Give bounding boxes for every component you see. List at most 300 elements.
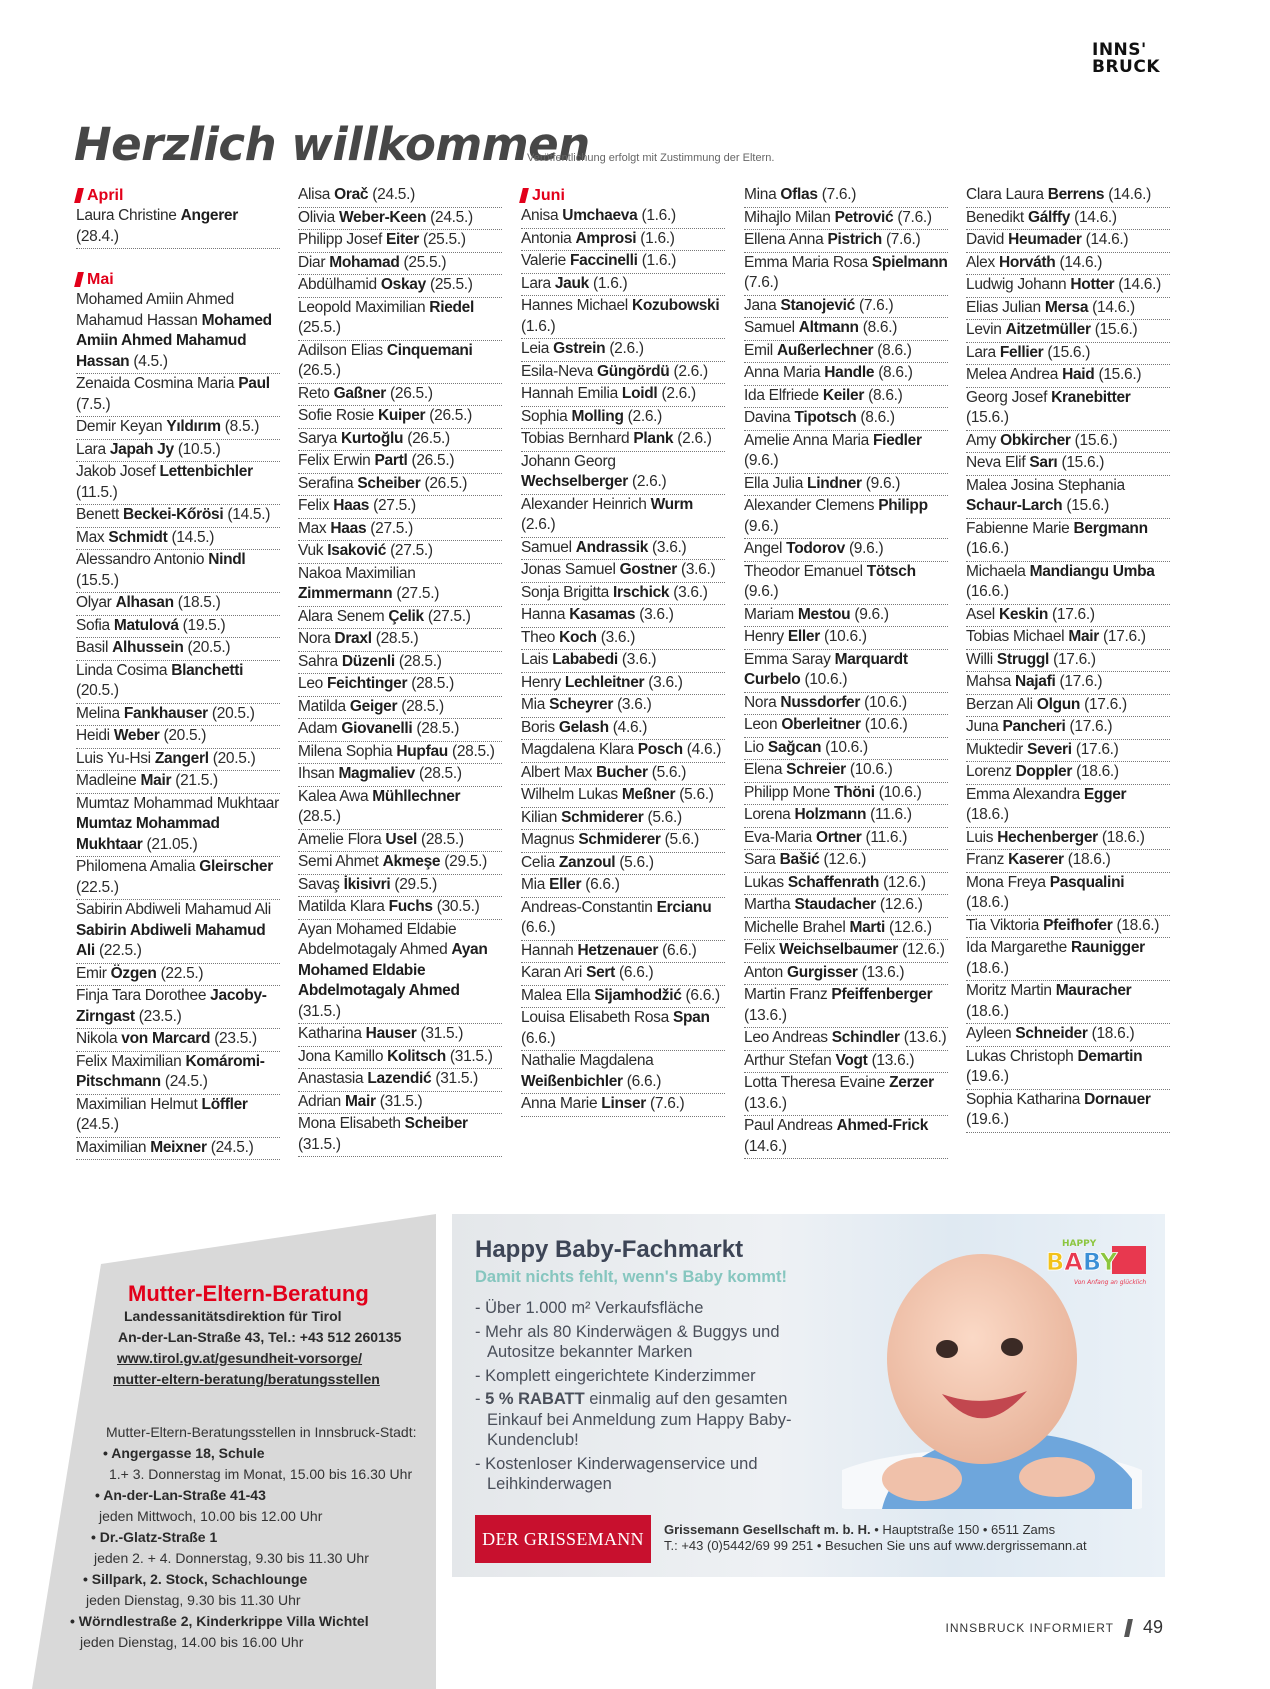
birth-date: (11.6.) <box>870 806 912 823</box>
given-names: Diar <box>298 253 326 271</box>
surname: Cinquemani <box>386 341 473 359</box>
given-names: Adrian <box>298 1092 342 1110</box>
location-time: jeden Dienstag, 9.30 bis 11.30 Uhr <box>86 1592 301 1608</box>
birth-date: (25.5.) <box>422 231 466 248</box>
surname: Jacoby-Zirngast <box>76 987 267 1025</box>
surname: Lettenbichler <box>159 463 253 480</box>
birth-date: (6.6.) <box>521 1029 556 1047</box>
birth-date: (10.6.) <box>849 761 893 778</box>
list-item <box>966 343 1170 366</box>
given-names: Valerie <box>521 252 566 269</box>
location-name: • An-der-Lan-Straße 41-43 <box>95 1487 266 1503</box>
list-item <box>298 629 502 652</box>
surname: Çelik <box>388 607 424 625</box>
birth-date: (6.6.) <box>521 919 556 936</box>
given-names: Philipp Mone <box>744 783 831 801</box>
given-names: Willi <box>966 650 993 668</box>
month-heading <box>76 269 280 290</box>
location-time: jeden Dienstag, 14.00 bis 16.00 Uhr <box>80 1634 304 1650</box>
surname: Partl <box>374 452 408 469</box>
surname: Blanchetti <box>171 661 244 679</box>
given-names: Lukas <box>744 873 784 891</box>
surname: Demartin <box>1077 1047 1143 1065</box>
surname: Marti <box>849 918 886 936</box>
list-item <box>298 253 502 276</box>
list-item <box>298 697 502 720</box>
given-names: Theo <box>521 628 556 646</box>
given-names: Anisa <box>521 207 559 224</box>
given-names: Arthur Stefan <box>744 1051 832 1069</box>
list-item <box>521 718 725 741</box>
month-section <box>521 185 725 1117</box>
surname: Zangerl <box>154 749 209 767</box>
birth-date: (10.6.) <box>864 716 908 733</box>
list-item <box>76 771 280 794</box>
surname: Kurtoğlu <box>341 429 404 447</box>
birth-date: (17.6.) <box>1103 628 1146 645</box>
surname: Amprosi <box>575 229 637 247</box>
surname: Mair <box>345 1092 376 1110</box>
birth-date: (3.6.) <box>673 583 708 601</box>
birth-date: (23.5.) <box>214 1030 257 1047</box>
page-footer <box>946 1617 1163 1638</box>
company-address: • Hauptstraße 150 • 6511 Zams <box>870 1522 1056 1537</box>
given-names: Davina <box>744 409 791 426</box>
surname: Weißenbichler <box>521 1072 623 1090</box>
birth-date: (19.6.) <box>966 1068 1009 1085</box>
birth-date: (18.6.) <box>966 894 1009 911</box>
given-names: Amelie Anna Maria <box>744 431 869 449</box>
surname: Jauk <box>554 274 589 292</box>
slash-icon <box>1124 1619 1133 1637</box>
birth-date: (15.6.) <box>966 409 1009 426</box>
surname: Riedel <box>429 298 475 316</box>
surname: Altmann <box>798 319 859 336</box>
surname: Gleirscher <box>199 858 273 875</box>
surname: Mohamad <box>329 253 400 271</box>
list-item <box>744 539 948 562</box>
birth-date: (10.6.) <box>825 738 868 756</box>
counseling-link-1[interactable]: www.tirol.gv.at/gesundheit-vorsorge/ <box>117 1350 363 1366</box>
list-item <box>298 742 502 765</box>
birth-date: (1.6.) <box>521 317 556 335</box>
birth-date: (6.6.) <box>619 964 654 981</box>
given-names: Magnus <box>521 831 575 848</box>
month-section <box>298 185 502 1157</box>
given-names: Emma Maria Rosa <box>744 253 868 271</box>
list-item <box>966 850 1170 873</box>
list-item <box>298 185 502 208</box>
list-item <box>76 616 280 639</box>
given-names: Eva-Maria <box>744 828 812 846</box>
given-names: Mona Freya <box>966 873 1046 891</box>
slash-icon <box>74 188 84 203</box>
surname: Matulová <box>113 616 179 634</box>
surname: Tipotsch <box>794 409 857 426</box>
list-item <box>744 918 948 941</box>
given-names: David <box>966 231 1005 248</box>
surname: Posch <box>637 741 683 758</box>
surname: Wurm <box>650 495 694 513</box>
location-time: 1.+ 3. Donnerstag im Monat, 15.00 bis 16.30 Uhr <box>109 1466 413 1482</box>
surname: Pfeifhofer <box>1043 916 1113 934</box>
birth-date: (9.6.) <box>854 605 889 623</box>
list-item <box>76 417 280 440</box>
given-names: Milena Sophia <box>298 742 393 760</box>
surname: Meßner <box>621 786 676 803</box>
given-names: Philipp Josef <box>298 231 382 248</box>
list-item <box>298 1047 502 1070</box>
birth-date: (14.5.) <box>227 506 271 523</box>
list-item <box>966 785 1170 828</box>
list-item <box>521 673 725 696</box>
birth-date: (24.5.) <box>372 186 415 203</box>
surname: İkisivri <box>343 875 391 893</box>
surname: Mair <box>1068 628 1100 645</box>
surname: Schneider <box>1015 1025 1088 1042</box>
list-item <box>298 564 502 607</box>
given-names: Max <box>76 528 105 546</box>
name-column <box>966 185 1170 1133</box>
list-item <box>521 628 725 651</box>
counseling-org: Landessanitätsdirektion für Tirol <box>124 1308 342 1324</box>
surname: Eiter <box>386 231 419 248</box>
given-names: Jana <box>744 296 777 314</box>
given-names: Theodor Emanuel <box>744 562 863 580</box>
list-item <box>76 290 280 374</box>
list-item <box>298 474 502 497</box>
surname: Kuiper <box>377 407 426 424</box>
list-item <box>298 920 502 1025</box>
given-names: Savaş <box>298 875 340 893</box>
logo-line-1: INNS' <box>1092 40 1147 60</box>
birth-date: (16.6.) <box>966 540 1009 557</box>
name-column <box>76 185 280 1160</box>
given-names: Jonas Samuel <box>521 561 616 578</box>
list-item <box>76 661 280 704</box>
list-item <box>966 1090 1170 1133</box>
given-names: Luis Yu-Hsi <box>76 749 151 767</box>
birth-date: (18.6.) <box>966 806 1009 823</box>
birth-date: (18.5.) <box>177 594 221 611</box>
list-item <box>966 873 1170 916</box>
birth-date: (9.6.) <box>744 517 779 535</box>
list-item <box>298 429 502 452</box>
surname: Zanzoul <box>558 853 616 871</box>
counseling-link-2[interactable]: mutter-eltern-beratung/beratungsstellen <box>113 1371 380 1387</box>
given-names: Olivia <box>298 208 335 226</box>
given-names: Mona Elisabeth <box>298 1115 401 1132</box>
birth-date: (20.5.) <box>187 639 231 656</box>
surname: Lechleitner <box>564 673 645 691</box>
given-names: Sofie Rosie <box>298 407 374 424</box>
given-names: Hannes Michael <box>521 297 628 314</box>
birth-date: (7.6.) <box>858 296 894 314</box>
list-item <box>521 1008 725 1051</box>
page-number: 49 <box>1142 1617 1163 1637</box>
given-names: Felix Erwin <box>298 452 371 469</box>
surname: Lindner <box>807 474 862 492</box>
surname: Eller <box>549 876 582 893</box>
given-names: Jona Kamillo <box>298 1047 384 1065</box>
birth-date: (14.6.) <box>1059 253 1103 271</box>
list-item <box>521 583 725 606</box>
list-item <box>521 898 725 941</box>
birth-date: (31.5.) <box>298 1002 341 1020</box>
given-names: Louisa Elisabeth Rosa <box>521 1009 669 1026</box>
list-item <box>966 762 1170 785</box>
svg-text:HAPPY: HAPPY <box>1062 1239 1097 1249</box>
surname: Güngördü <box>596 362 670 380</box>
surname: Paul <box>238 375 270 392</box>
list-item <box>76 462 280 505</box>
surname: Orač <box>334 186 369 203</box>
surname: Spielmann <box>871 253 948 271</box>
ad-title: Happy Baby-Fachmarkt <box>475 1236 744 1263</box>
given-names: Matilda <box>298 697 346 715</box>
surname: Akmeşe <box>382 853 441 870</box>
given-names: Paul Andreas <box>744 1117 833 1134</box>
list-item <box>744 386 948 409</box>
surname: Bergmann <box>1073 519 1148 537</box>
list-item <box>966 562 1170 605</box>
given-names: Martin Franz <box>744 986 828 1003</box>
surname: Pistrich <box>827 231 882 248</box>
surname: Usel <box>385 830 417 848</box>
surname: Dornauer <box>1084 1090 1151 1108</box>
given-names: Laura Christine <box>76 207 177 224</box>
birth-date: (18.6.) <box>1101 828 1145 846</box>
surname: Span <box>672 1009 710 1026</box>
counseling-title: Mutter-Eltern-Beratung <box>128 1281 369 1306</box>
list-item <box>298 208 502 231</box>
list-item <box>966 365 1170 388</box>
surname: Löffler <box>201 1095 248 1113</box>
surname: Schmiderer <box>578 831 661 848</box>
given-names: Anna Marie <box>521 1095 598 1112</box>
surname: Kolitsch <box>387 1047 446 1065</box>
birth-date: (18.6.) <box>966 1002 1009 1020</box>
list-item <box>966 1047 1170 1090</box>
surname: Fiedler <box>873 431 922 449</box>
list-item <box>76 528 280 551</box>
company-contact: T.: +43 (0)5442/69 99 251 • Besuchen Sie uns auf www.dergrissemann.at <box>664 1538 1087 1553</box>
birth-date: (29.5.) <box>444 853 487 870</box>
birth-date: (4.6.) <box>612 718 648 736</box>
surname: Mohamed Amiin Ahmed Mahamud Hassan <box>76 311 272 370</box>
given-names: Nora <box>298 630 331 647</box>
birth-date: (4.5.) <box>133 352 168 370</box>
given-names: Amelie Flora <box>298 830 382 848</box>
list-item <box>76 1095 280 1138</box>
birth-date: (28.5.) <box>401 697 444 715</box>
birth-date: (10.6.) <box>824 628 867 645</box>
surname: Mauracher <box>1055 982 1132 999</box>
list-item <box>298 764 502 787</box>
birth-date: (27.5.) <box>427 607 471 625</box>
list-item <box>298 406 502 429</box>
surname: Molling <box>571 407 624 425</box>
given-names: Reto <box>298 384 330 402</box>
list-item <box>744 1116 948 1159</box>
location-name: • Sillpark, 2. Stock, Schachlounge <box>83 1571 308 1587</box>
given-names: Lara <box>966 343 996 361</box>
surname: Vogt <box>835 1051 868 1069</box>
given-names: Amy <box>966 431 997 449</box>
list-item <box>298 519 502 542</box>
surname: Mumtaz Mohammad Mukhtaar <box>76 815 220 853</box>
list-item <box>298 875 502 898</box>
given-names: Magdalena Klara <box>521 741 634 758</box>
surname: Mair <box>140 772 172 789</box>
list-item <box>298 341 502 384</box>
given-names: Alara Senem <box>298 607 385 625</box>
month-label: Mai <box>87 271 114 288</box>
birth-date: (28.5.) <box>451 742 495 760</box>
birth-date: (3.6.) <box>648 673 683 691</box>
list-item <box>298 897 502 920</box>
birth-date: (10.5.) <box>177 440 221 458</box>
given-names: Madleine <box>76 772 137 789</box>
given-names: Lorena <box>744 806 791 823</box>
list-item <box>521 650 725 673</box>
birth-date: (10.6.) <box>804 671 848 688</box>
given-names: Nikola <box>76 1030 118 1047</box>
list-item <box>76 505 280 528</box>
list-item <box>744 895 948 918</box>
birth-date: (22.5.) <box>76 878 119 896</box>
surname: Severi <box>1027 740 1072 758</box>
svg-text:BABY: BABY <box>1046 1248 1118 1276</box>
birth-date: (5.6.) <box>664 831 700 848</box>
logo-line-2: BRUCK <box>1092 57 1161 77</box>
ad-feature: - Kostenloser Kinderwagenservice und Leihkinderwagen <box>475 1454 758 1493</box>
given-names: Leon <box>744 716 778 733</box>
given-names: Sara <box>744 851 776 868</box>
list-item <box>744 230 948 253</box>
list-item <box>76 1052 280 1095</box>
birth-date: (2.6.) <box>631 473 667 490</box>
list-item <box>744 738 948 761</box>
list-item <box>966 453 1170 476</box>
counseling-address: An-der-Lan-Straße 43, Tel.: +43 512 260135 <box>118 1329 402 1345</box>
given-names: Tobias Bernhard <box>521 430 630 447</box>
given-names: Zenaida Cosmina Maria <box>76 375 235 392</box>
birth-date: (19.6.) <box>966 1111 1009 1128</box>
surname: Todorov <box>786 540 845 557</box>
surname: Scheiber <box>404 1115 468 1132</box>
birth-date: (31.5.) <box>420 1025 464 1042</box>
list-item <box>76 794 280 858</box>
given-names: Lio <box>744 738 764 756</box>
given-names: Boris <box>521 718 555 736</box>
list-item <box>744 474 948 497</box>
birth-date: (17.6.) <box>1052 605 1095 623</box>
surname: Feichtinger <box>326 675 408 692</box>
birth-date: (1.6.) <box>593 274 628 292</box>
surname: Sarı <box>1029 454 1058 471</box>
svg-text:Von Anfang an glücklich: Von Anfang an glücklich <box>1074 1279 1147 1286</box>
surname: Umchaeva <box>562 207 638 224</box>
given-names: Mina <box>744 186 777 203</box>
given-names: Melina <box>76 704 120 722</box>
list-item <box>298 852 502 875</box>
list-item <box>744 760 948 783</box>
surname: Thöni <box>834 783 875 801</box>
list-item <box>744 408 948 431</box>
birth-date: (25.5.) <box>429 276 473 293</box>
given-names: Sophia Katharina <box>966 1090 1081 1108</box>
list-item <box>298 298 502 341</box>
list-item <box>966 230 1170 253</box>
surname: Oflas <box>780 186 818 203</box>
list-item <box>76 593 280 616</box>
surname: Doppler <box>1015 763 1073 780</box>
birth-date: (24.5.) <box>430 208 473 226</box>
given-names: Basil <box>76 639 109 656</box>
month-heading <box>521 185 725 206</box>
list-item <box>521 830 725 853</box>
surname: Weber <box>113 727 160 744</box>
list-item <box>298 496 502 519</box>
birth-date: (2.6.) <box>609 340 644 357</box>
birth-date: (8.5.) <box>224 418 260 435</box>
surname: Scheyrer <box>549 696 614 713</box>
given-names: Felix Maximilian <box>76 1052 182 1070</box>
birth-date: (7.6.) <box>821 186 857 203</box>
list-item <box>744 940 948 963</box>
given-names: Ida Elfriede <box>744 386 819 404</box>
given-names: Benett <box>76 506 120 523</box>
surname: Berrens <box>1047 186 1105 203</box>
surname: Pancheri <box>1002 718 1066 735</box>
list-item <box>521 695 725 718</box>
birth-date: (4.6.) <box>686 741 722 758</box>
given-names: Elias Julian <box>966 298 1041 316</box>
birth-date: (6.6.) <box>685 986 720 1004</box>
list-item <box>966 476 1170 519</box>
surname: Gelash <box>558 718 609 736</box>
given-names: Fabienne Marie <box>966 519 1070 537</box>
list-item <box>76 704 280 727</box>
birth-date: (1.6.) <box>641 207 676 224</box>
birth-date: (22.5.) <box>160 964 204 982</box>
list-item <box>521 384 725 407</box>
name-column <box>298 185 502 1157</box>
birth-date: (6.6.) <box>626 1072 662 1090</box>
list-item <box>744 828 948 851</box>
birth-date: (2.6.) <box>673 362 708 380</box>
birth-date: (28.5.) <box>420 830 464 848</box>
surname: Wechselberger <box>521 473 628 490</box>
birth-date: (1.6.) <box>640 229 675 247</box>
list-item <box>744 431 948 474</box>
given-names: Alisa <box>298 186 331 203</box>
list-item <box>298 719 502 742</box>
birth-date: (18.6.) <box>1067 851 1111 868</box>
list-item <box>521 875 725 898</box>
given-names: Alex <box>966 253 995 271</box>
birth-date: (7.6.) <box>897 208 932 226</box>
birth-date: (17.6.) <box>1084 695 1127 713</box>
surname: Olgun <box>1036 695 1081 713</box>
list-item <box>966 717 1170 740</box>
birth-date: (17.6.) <box>1053 650 1096 668</box>
given-names: Georg Josef <box>966 388 1048 406</box>
birth-date: (2.6.) <box>627 407 663 425</box>
list-item <box>76 857 280 900</box>
surname: Tötsch <box>866 562 916 580</box>
